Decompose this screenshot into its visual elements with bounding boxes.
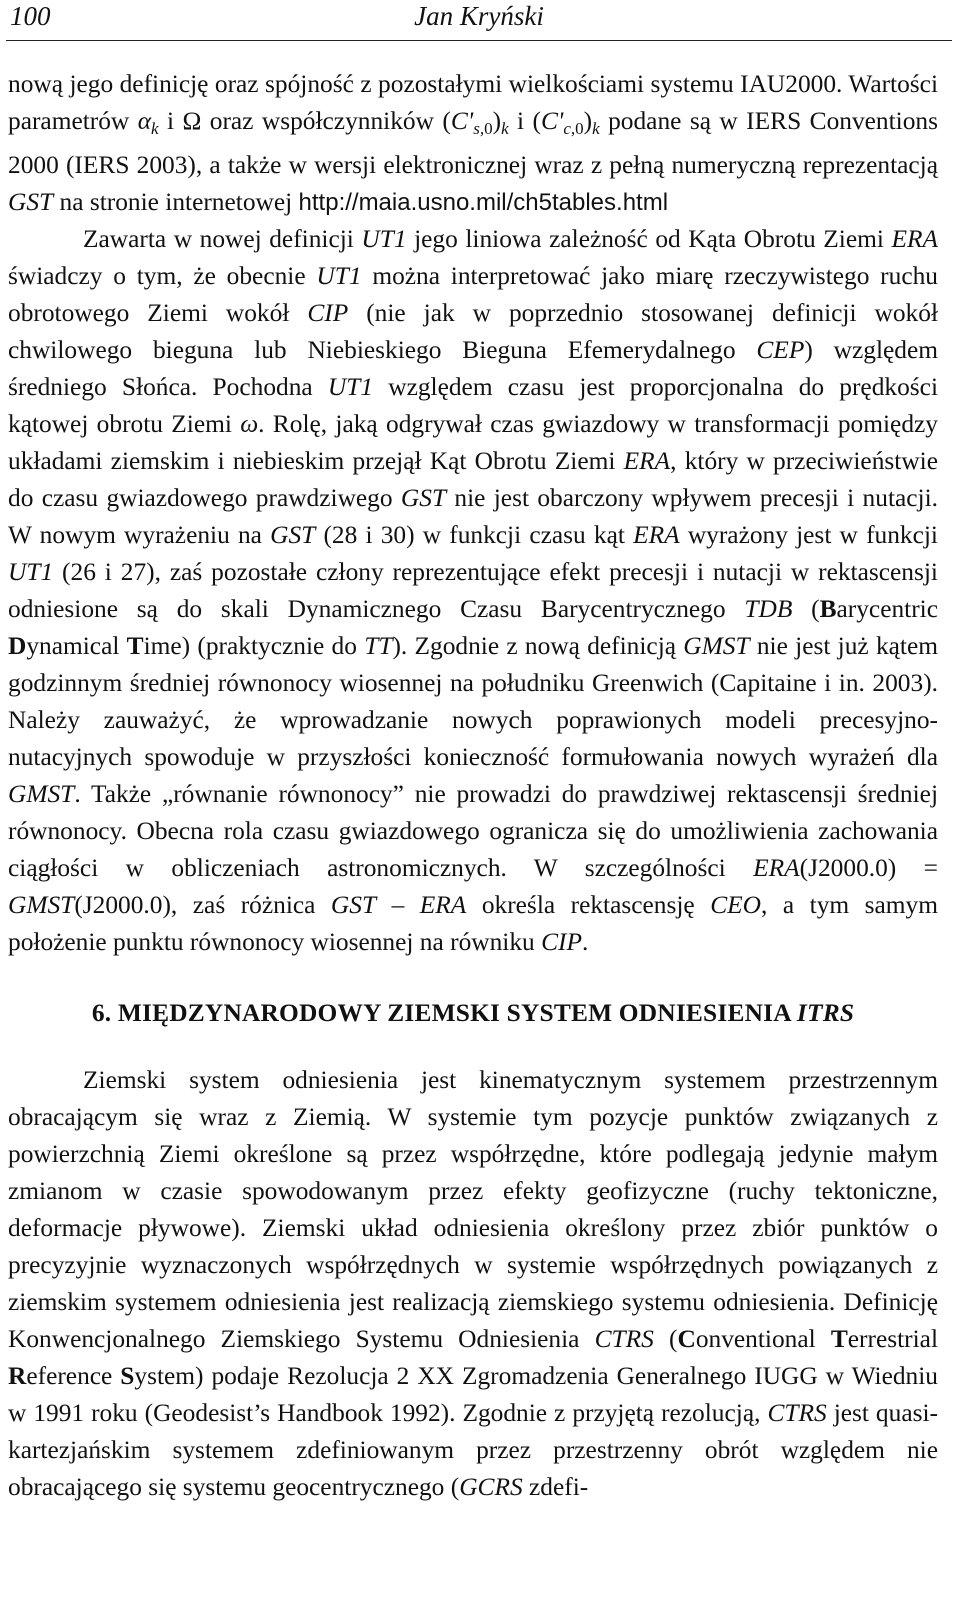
text-run: .: [582, 928, 589, 956]
text-run: ystem) podaje Rezolucja 2 XX Zgromadzenia Generalnego IUGG w Wiedniu w 1991 roku (Geodesist’s Handbook 1992). Zgodnie z przyjętą rezolucją,: [8, 1362, 938, 1427]
term-gmst: GMST: [8, 891, 75, 919]
term-era: ERA: [623, 447, 671, 475]
paragraph-3: [8, 1062, 938, 1506]
subscript: k: [501, 119, 509, 138]
text-run: errestrial: [847, 1325, 938, 1353]
text-run: i Ω oraz współczynników (: [158, 107, 451, 135]
bold-initial: T: [126, 632, 144, 660]
subscript: k: [151, 119, 159, 138]
subscript: s,: [473, 119, 485, 138]
term-gmst: GMST: [683, 632, 750, 660]
text-run: i (: [508, 107, 541, 135]
term-era: ERA: [633, 521, 680, 549]
bold-initial: B: [819, 595, 837, 623]
url-link[interactable]: http://maia.usno.mil/ch5tables.html: [298, 189, 669, 216]
text-run: względem czasu jest proporcjonalna do prędkości kątowej obrotu Ziemi: [8, 373, 938, 438]
symbol-omega: ω: [240, 410, 259, 438]
term-era: ERA: [753, 854, 800, 882]
subscript: 0: [575, 119, 584, 138]
text-run: (26 i 27), zaś pozostałe człony reprezentujące efekt precesji i nutacji w rektascensji odniesione są do skali Dynamicznego Czasu Barycentrycznego: [8, 558, 938, 623]
page-number: 100: [10, 1, 51, 31]
bold-initial: S: [120, 1362, 135, 1390]
text-run: nie jest obarczony wpływem precesji i nutacji. W nowym wyrażeniu na: [8, 484, 938, 549]
text-run: wyrażony jest w funkcji: [679, 521, 938, 549]
body-text: [8, 66, 938, 1506]
term-ceo: CEO: [710, 891, 762, 919]
text-run: –: [376, 891, 420, 919]
text-run: ynamical: [26, 632, 127, 660]
term-gmst: GMST: [8, 780, 75, 808]
text-run: na stronie internetowej: [53, 188, 299, 216]
running-header: [6, 0, 952, 41]
bold-initial: C: [677, 1325, 696, 1353]
text-run: arycentric: [836, 595, 938, 623]
running-head-author: Jan Kryński: [414, 1, 544, 31]
term-era: ERA: [891, 225, 938, 253]
term-era: ERA: [419, 891, 467, 919]
text-run: (nie jak w poprzednio stosowanej definicji wokół chwilowego bieguna lub Niebieskiego Bieguna Efemerydalnego: [8, 299, 938, 364]
subscript: 0: [484, 119, 493, 138]
term-gst: GST: [270, 521, 316, 549]
text-run: onventional: [695, 1325, 831, 1353]
term-gcrs: GCRS: [459, 1473, 523, 1501]
text-run: ): [583, 107, 593, 135]
bold-initial: R: [8, 1362, 27, 1390]
text-run: (J2000.0) =: [799, 854, 938, 882]
text-run: podane są w IERS Conventions 2000 (IERS 2003), a także w wersji elektronicznej wraz z pełną numeryczną reprezentacją: [8, 107, 938, 179]
term-ctrs: CTRS: [767, 1399, 827, 1427]
term-ut1: UT1: [361, 225, 407, 253]
section-title: MIĘDZYNARODOWY ZIEMSKI SYSTEM ODNIESIENIA: [117, 999, 791, 1027]
text-run: nie jest już kątem godzinnym średniej równonocy wiosennej na południku Greenwich (Capitaine i in. 2003). Należy zauważyć, że wprowadzanie nowych poprawionych modeli precesyjno-nutacyjnych spowoduje w przyszłości konieczność formułowania nowych wyrażeń dla: [8, 632, 938, 771]
text-run: (: [792, 595, 820, 623]
term-cep: CEP: [756, 336, 805, 364]
text-run: Ziemski system odniesienia jest kinematycznym systemem przestrzennym obracającym się wraz z Ziemią. W systemie tym pozycje punktów związanych z powierzchnią Ziemi określone są przez współrzędne, które podlegają jedynie małym zmianom w czasie spowodowanym przez efekty geofizyczne (ruchy tektoniczne, deformacje pływowe). Ziemski układ odniesienia określony przez zbiór punktów o precyzyjnie wyznaczonych współrzędnych w systemie współrzędnych powiązanych z ziemskim systemem odniesienia jest realizacją ziemskiego systemu odniesienia. Definicję Konwencjonalnego Ziemskiego Systemu Odniesienia: [8, 1066, 938, 1353]
term-ut1: UT1: [316, 262, 362, 290]
text-run: . Rolę, jaką odgrywał czas gwiazdowy w transformacji pomiędzy układami ziemskim i niebieskim przejął Kąt Obrotu Ziemi: [8, 410, 938, 475]
symbol-alpha: α: [137, 107, 152, 135]
text-run: eference: [26, 1362, 121, 1390]
bold-initial: T: [830, 1325, 848, 1353]
symbol-c-prime: C': [540, 107, 564, 135]
text-run: , który w przeciwieństwie do czasu gwiazdowego prawdziwego: [8, 447, 938, 512]
term-tdb: TDB: [744, 595, 793, 623]
text-run: można interpretować jako miarę rzeczywistego ruchu obrotowego Ziemi wokół: [8, 262, 938, 327]
term-gst: GST: [400, 484, 447, 512]
text-run: ime) (praktycznie do: [143, 632, 365, 660]
section-number: 6.: [91, 999, 112, 1027]
text-run: , a tym samym położenie punktu równonocy wiosennej na równiku: [8, 891, 938, 956]
paragraph-2: [8, 221, 938, 961]
subscript: k: [592, 119, 600, 138]
paragraph-1: [8, 66, 938, 221]
text-run: jego liniowa zależność od Kąta Obrotu Ziemi: [406, 225, 892, 253]
text-run: (J2000.0), zaś różnica: [74, 891, 331, 919]
term-tt: TT: [364, 632, 393, 660]
text-run: ): [492, 107, 502, 135]
term-ut1: UT1: [327, 373, 374, 401]
term-gst: GST: [330, 891, 377, 919]
text-run: . Także „równanie równonocy” nie prowadzi do prawdziwej rektascensji średniej równonocy. Obecna rola czasu gwiazdowego ogranicza się do umożliwienia zachowania ciągłości w obliczeniach astronomicznych. W szczególności: [8, 780, 938, 882]
text-run: jest quasi-kartezjańskim systemem zdefiniowanym przez przestrzenny obrót względem nie obracającego się systemu geocentrycznego (: [8, 1399, 938, 1501]
text-run: (: [653, 1325, 678, 1353]
bold-initial: D: [8, 632, 27, 660]
term-cip: CIP: [307, 299, 349, 327]
text-run: Zawarta w nowej definicji: [83, 225, 362, 253]
text-run: świadczy o tym, że obecnie: [8, 262, 317, 290]
term-cip: CIP: [541, 928, 582, 956]
section-heading: [8, 995, 938, 1032]
text-run: (28 i 30) w funkcji czasu kąt: [315, 521, 634, 549]
text-run: zdefi-: [522, 1473, 589, 1501]
text-run: określa rektascensję: [466, 891, 711, 919]
term-ctrs: CTRS: [594, 1325, 654, 1353]
text-run: ). Zgodnie z nową definicją: [392, 632, 684, 660]
text-run: nową jego definicję oraz spójność z pozostałymi wielkościami systemu IAU2000. Wartości parametrów: [8, 70, 938, 135]
symbol-c-prime: C': [450, 107, 474, 135]
term-gst: GST: [8, 188, 54, 216]
term-ut1: UT1: [8, 558, 54, 586]
subscript: c,: [563, 119, 576, 138]
text-run: ) względem średniego Słońca. Pochodna: [8, 336, 938, 401]
section-title-acronym: ITRS: [796, 999, 855, 1027]
